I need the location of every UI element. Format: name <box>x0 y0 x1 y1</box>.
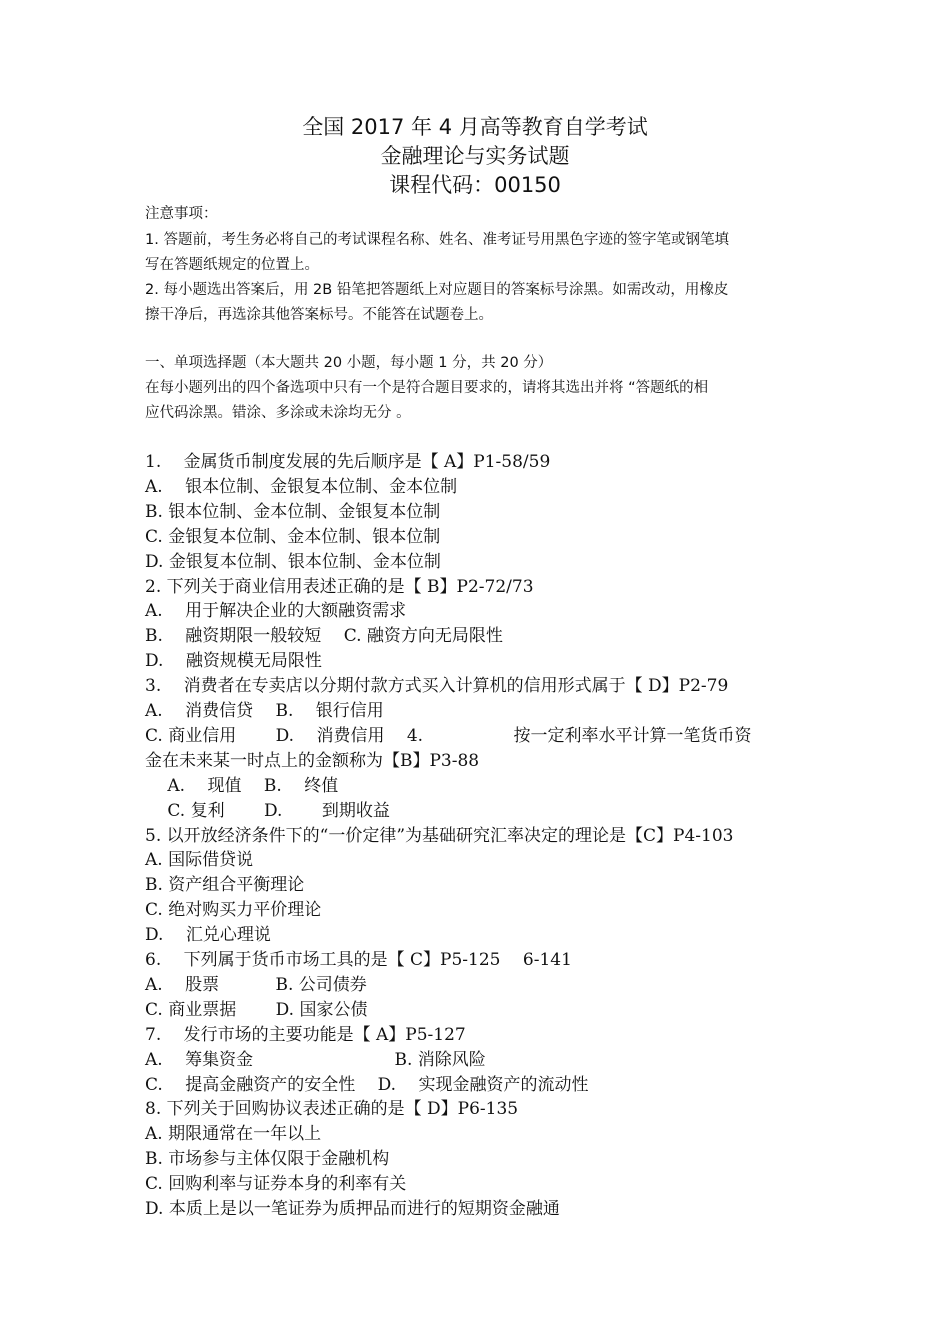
notes-line: 2. 每小题选出答案后，用 2B 铅笔把答题纸上对应题目的答案标号涂黑。如需改动，用橡皮 <box>145 282 729 298</box>
question-line: 3. 消费者在专卖店以分期付款方式买入计算机的信用形式属于【 D】P2-79 <box>145 676 729 696</box>
notes-line: 擦干净后，再选涂其他答案标号。不能答在试题卷上。 <box>145 307 493 323</box>
question-line: D. 本质上是以一笔证券为质押品而进行的短期资金融通 <box>145 1199 560 1219</box>
section-intro-line: 应代码涂黑。错涂、多涂或未涂均无分 。 <box>145 405 411 421</box>
question-line: B. 市场参与主体仅限于金融机构 <box>145 1149 390 1169</box>
exam-title: 全国 2017 年 4 月高等教育自学考试 <box>302 115 648 139</box>
question-line: D. 汇兑心理说 <box>145 925 271 945</box>
question-line: C. 商业信用 D. 消费信用 4. 按一定利率水平计算一笔货币资 <box>145 726 752 746</box>
question-line: 1. 金属货币制度发展的先后顺序是【 A】P1-58/59 <box>145 452 551 472</box>
question-line: A. 股票 B. 公司债券 <box>145 975 367 995</box>
question-line: 8. 下列关于回购协议表述正确的是【 D】P6-135 <box>145 1099 519 1119</box>
question-line: C. 商业票据 D. 国家公债 <box>145 1000 368 1020</box>
question-line: A. 银本位制、金银复本位制、金本位制 <box>145 477 458 497</box>
question-line: A. 用于解决企业的大额融资需求 <box>145 601 407 621</box>
question-line: D. 融资规模无局限性 <box>145 651 322 671</box>
question-line: 2. 下列关于商业信用表述正确的是【 B】P2-72/73 <box>145 577 534 597</box>
question-line: C. 回购利率与证券本身的利率有关 <box>145 1174 407 1194</box>
notes-heading: 注意事项： <box>145 206 218 222</box>
question-line: D. 金银复本位制、银本位制、金本位制 <box>145 552 441 572</box>
question-line: A. 消费信贷 B. 银行信用 <box>145 701 384 721</box>
question-line: B. 融资期限一般较短 C. 融资方向无局限性 <box>145 626 503 646</box>
question-line: 金在未来某一时点上的金额称为【B】P3-88 <box>145 751 480 771</box>
course-code: 课程代码：00150 <box>389 173 561 197</box>
question-line: A. 现值 B. 终值 <box>145 776 339 796</box>
section-title: 一、单项选择题（本大题共 20 小题，每小题 1 分，共 20 分） <box>145 355 553 371</box>
question-line: A. 期限通常在一年以上 <box>145 1124 322 1144</box>
question-line: C. 复利 D. 到期收益 <box>145 801 390 821</box>
question-line: 7. 发行市场的主要功能是【 A】P5-127 <box>145 1025 466 1045</box>
question-line: B. 资产组合平衡理论 <box>145 875 305 895</box>
question-line: C. 绝对购买力平价理论 <box>145 900 322 920</box>
notes-line: 1. 答题前，考生务必将自己的考试课程名称、姓名、准考证号用黑色字迹的签字笔或钢笔填 <box>145 232 729 248</box>
question-line: B. 银本位制、金本位制、金银复本位制 <box>145 502 441 522</box>
section-intro-line: 在每小题列出的四个备选项中只有一个是符合题目要求的，请将其选出并将 “答题纸的相 <box>145 380 709 396</box>
question-line: C. 提高金融资产的安全性 D. 实现金融资产的流动性 <box>145 1075 589 1095</box>
question-line: 5. 以开放经济条件下的“一价定律”为基础研究汇率决定的理论是【C】P4-103 <box>145 826 734 846</box>
question-line: 6. 下列属于货币市场工具的是【 C】P5-125 6-141 <box>145 950 572 970</box>
question-line: A. 筹集资金 B. 消除风险 <box>145 1050 486 1070</box>
question-line: C. 金银复本位制、金本位制、银本位制 <box>145 527 441 547</box>
notes-line: 写在答题纸规定的位置上。 <box>145 257 319 273</box>
exam-subtitle: 金融理论与实务试题 <box>380 144 570 168</box>
question-line: A. 国际借贷说 <box>145 850 254 870</box>
